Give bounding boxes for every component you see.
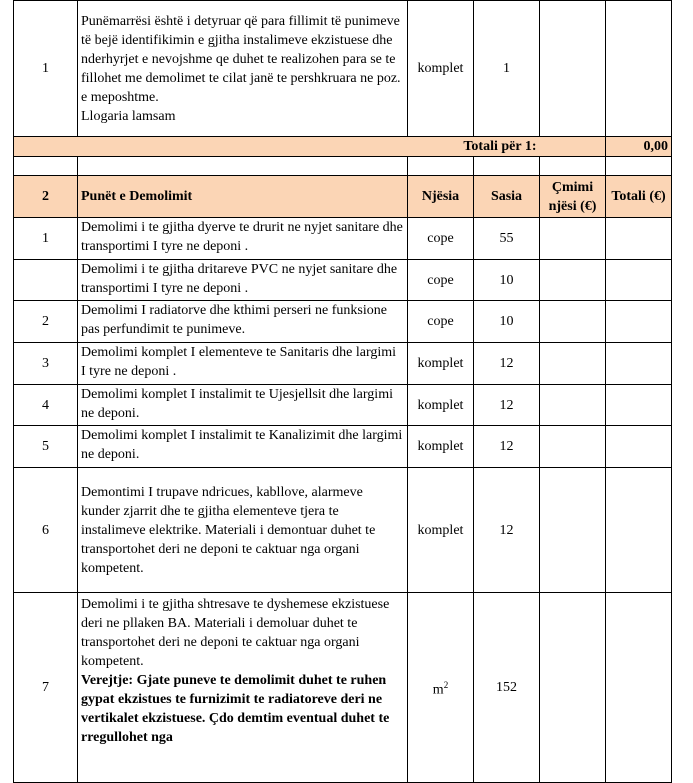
row-total[interactable] xyxy=(606,343,672,385)
table-row xyxy=(14,343,672,385)
row-total[interactable] xyxy=(606,593,672,783)
row-unit: cope xyxy=(408,218,474,260)
row-unit-price[interactable] xyxy=(540,260,606,301)
row-quantity: 152 xyxy=(474,593,540,783)
row-total[interactable] xyxy=(606,260,672,301)
table-row xyxy=(14,1,672,137)
table-row xyxy=(14,218,672,260)
column-header-unit: Njësia xyxy=(408,176,474,218)
row-quantity: 12 xyxy=(474,468,540,593)
table-row xyxy=(14,301,672,343)
row-unit-price[interactable] xyxy=(540,426,606,468)
row-number: 3 xyxy=(14,343,78,385)
subtotal-row xyxy=(14,137,672,157)
column-header-unit-price: Çmimi njësi (€) xyxy=(540,176,606,218)
row-unit: cope xyxy=(408,260,474,301)
row-number: 2 xyxy=(14,301,78,343)
row-unit-price[interactable] xyxy=(540,385,606,426)
column-header-total: Totali (€) xyxy=(606,176,672,218)
row-number: 4 xyxy=(14,385,78,426)
row-number: 1 xyxy=(14,218,78,260)
section-number: 2 xyxy=(14,176,78,218)
row-description: Demolimi komplet I instalimit te Ujesjellsit dhe largimi ne deponi. xyxy=(78,385,408,426)
row-description: Demolimi i te gjitha dyerve te drurit ne nyjet sanitare dhe transportimi I tyre ne deponi . xyxy=(78,218,408,260)
row-unit: komplet xyxy=(408,1,474,137)
row-unit-price[interactable] xyxy=(540,343,606,385)
row-quantity: 1 xyxy=(474,1,540,137)
row-unit: cope xyxy=(408,301,474,343)
table-row xyxy=(14,385,672,426)
row-unit-price[interactable] xyxy=(540,593,606,783)
row-quantity: 12 xyxy=(474,343,540,385)
row-number: 5 xyxy=(14,426,78,468)
bill-of-quantities-table xyxy=(13,0,672,783)
row-unit: komplet xyxy=(408,343,474,385)
row-description: Demolimi komplet I elementeve te Sanitaris dhe largimi I tyre ne deponi . xyxy=(78,343,408,385)
row-note: Verejtje: Gjate puneve te demolimit duhet te ruhen gypat ekzistues te furnizimit te radiatoreve deri ne vertikalet ekzistuese. Çdo demtim eventual duhet te rregullohet nga xyxy=(81,673,390,745)
row-unit-price[interactable] xyxy=(540,468,606,593)
row-number xyxy=(14,260,78,301)
row-quantity: 12 xyxy=(474,426,540,468)
row-unit-price[interactable] xyxy=(540,1,606,137)
spacer-row xyxy=(14,157,672,176)
row-total[interactable] xyxy=(606,468,672,593)
subtotal-value[interactable]: 0,00 xyxy=(606,137,672,157)
row-description: Demolimi i te gjitha dritareve PVC ne nyjet sanitare dhe transportimi I tyre ne deponi . xyxy=(78,260,408,301)
row-unit: komplet xyxy=(408,426,474,468)
row-unit-price[interactable] xyxy=(540,218,606,260)
row-number: 7 xyxy=(14,593,78,783)
row-quantity: 55 xyxy=(474,218,540,260)
row-total[interactable] xyxy=(606,301,672,343)
row-description: Demolimi i te gjitha shtresave te dyshemese ekzistuese deri ne pllaken BA. Materiali i demoluar duhet te transportohet deri ne deponi te caktuar nga organi kompetent. Verejtje: Gjate puneve te demolimit duhet te ruhen gypat ekzistues te furnizimit te radiatoreve deri ne vertikalet ekzistuese. Çdo demtim eventual duhet te rregullohet nga xyxy=(78,593,408,783)
table-row xyxy=(14,593,672,783)
row-number: 6 xyxy=(14,468,78,593)
column-header-quantity: Sasia xyxy=(474,176,540,218)
table-row xyxy=(14,426,672,468)
row-quantity: 12 xyxy=(474,385,540,426)
row-total[interactable] xyxy=(606,1,672,137)
row-total[interactable] xyxy=(606,385,672,426)
row-description: Punëmarrësi është i detyruar që para fillimit të punimeve të bejë identifikimin e gjitha instalimeve ekzistuese dhe nderhyrjet e nevojshme qe duhet te realizohen para se te fillohet me demolimet te cilat janë te pershkruara ne poz. e meposhtme. Llogaria lamsam xyxy=(78,1,408,137)
subtotal-label: Totali për 1: xyxy=(14,137,540,157)
row-description: Demolimi komplet I instalimit te Kanalizimit dhe largimi ne deponi. xyxy=(78,426,408,468)
row-total[interactable] xyxy=(606,426,672,468)
section-title: Punët e Demolimit xyxy=(78,176,408,218)
row-quantity: 10 xyxy=(474,260,540,301)
table-row xyxy=(14,260,672,301)
row-number: 1 xyxy=(14,1,78,137)
row-unit: komplet xyxy=(408,385,474,426)
row-quantity: 10 xyxy=(474,301,540,343)
row-unit: komplet xyxy=(408,468,474,593)
row-unit: $m^2$ xyxy=(408,593,474,783)
row-description: Demolimi I radiatorve dhe kthimi perseri ne funksione pas perfundimit te punimeve. xyxy=(78,301,408,343)
row-unit-price[interactable] xyxy=(540,301,606,343)
section-header-row xyxy=(14,176,672,218)
table-row xyxy=(14,468,672,593)
row-description: Demontimi I trupave ndricues, kabllove, alarmeve kunder zjarrit dhe te gjitha elementeve tjera te instalimeve elektrike. Materiali i demontuar duhet te transportohet deri ne deponi te caktuar nga organi kompetent. xyxy=(78,468,408,593)
row-total[interactable] xyxy=(606,218,672,260)
